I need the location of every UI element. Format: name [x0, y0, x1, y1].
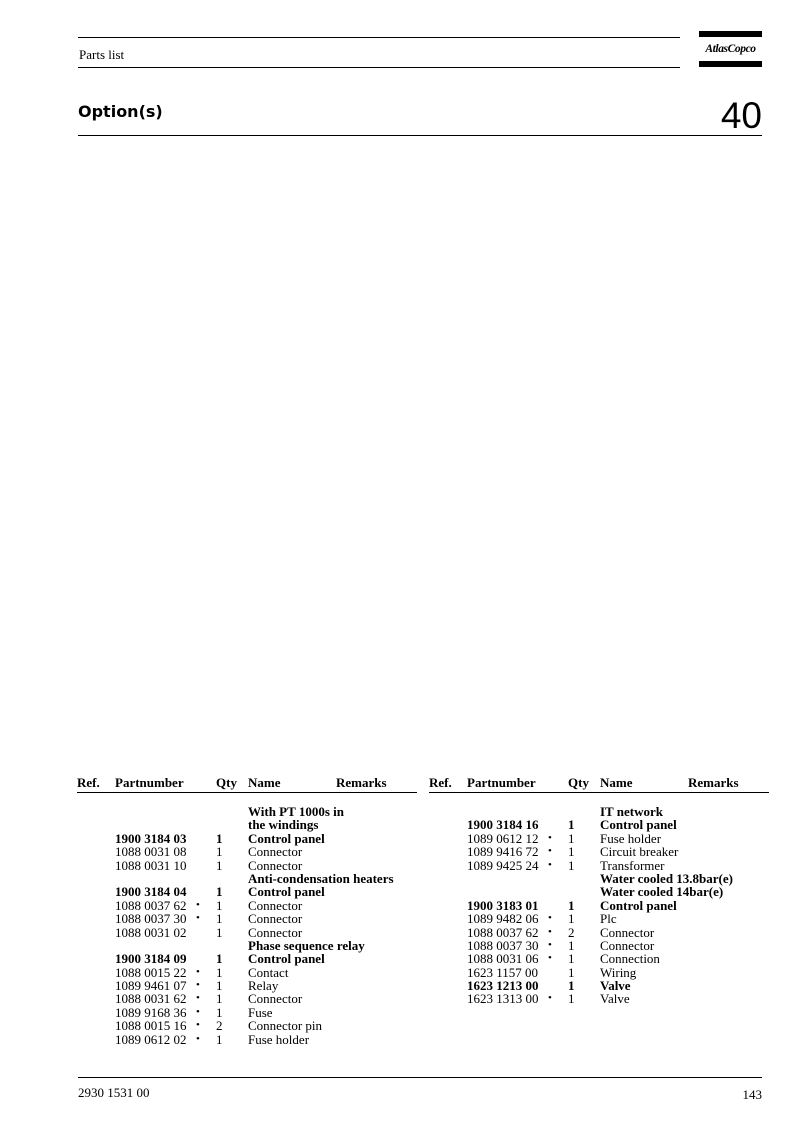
part-name: Connector [248, 857, 303, 873]
quantity: 1 [216, 897, 223, 913]
part-number: 1088 0031 02 [115, 924, 187, 940]
part-number: 1900 3183 01 [467, 897, 539, 913]
bullet-marker: • [548, 992, 552, 1005]
part-number: 1089 0612 12 [467, 830, 539, 846]
table-row [429, 859, 769, 872]
part-number: 1088 0015 16 [115, 1018, 187, 1034]
part-number: 1088 0031 10 [115, 857, 187, 873]
part-number: 1623 1157 00 [467, 964, 539, 980]
bullet-marker: • [548, 831, 552, 844]
table-header [429, 775, 769, 793]
table-row [429, 966, 769, 979]
section-title: Option(s) [78, 102, 163, 121]
part-number: 1088 0037 62 [467, 924, 539, 940]
part-name: Plc [600, 911, 617, 927]
part-name: Connector [248, 897, 303, 913]
part-name: Valve [600, 978, 631, 994]
table-row [429, 818, 769, 831]
part-name: Connector [248, 844, 303, 860]
quantity: 1 [568, 991, 575, 1007]
table-row [77, 818, 417, 831]
bullet-marker: • [196, 1032, 200, 1045]
table-row [429, 805, 769, 818]
quantity: 1 [216, 1031, 223, 1047]
part-number: 1088 0037 30 [467, 937, 539, 953]
quantity: 1 [216, 884, 223, 900]
part-name: Connector pin [248, 1018, 323, 1034]
table-row [77, 872, 417, 885]
bullet-marker: • [196, 965, 200, 978]
table-row [429, 832, 769, 845]
part-number: 1089 9168 36 [115, 1004, 187, 1020]
bullet-marker: • [196, 979, 200, 992]
part-name: Connector [600, 937, 655, 953]
table-row [429, 885, 769, 898]
col-remarks: Remarks [336, 775, 387, 790]
logo-bar-bottom [699, 61, 762, 67]
table-row [77, 885, 417, 898]
col-ref: Ref. [429, 775, 452, 790]
quantity: 1 [568, 978, 575, 994]
bullet-marker: • [196, 992, 200, 1005]
col-name: Name [248, 775, 281, 790]
part-number: 1623 1213 00 [467, 978, 539, 994]
table-header [77, 775, 417, 793]
part-number: 1088 0015 22 [115, 964, 187, 980]
part-number: 1900 3184 03 [115, 830, 187, 846]
table-row [77, 952, 417, 965]
bullet-marker: • [548, 925, 552, 938]
part-name: Wiring [600, 964, 637, 980]
quantity: 1 [568, 951, 575, 967]
table-row [429, 926, 769, 939]
bullet-marker: • [548, 938, 552, 951]
part-name: Valve [600, 991, 630, 1007]
quantity: 1 [216, 964, 223, 980]
logo-bar-top [699, 31, 762, 37]
part-name: Anti-condensation heaters [248, 870, 394, 886]
part-name: Contact [248, 964, 289, 980]
part-number: 1900 3184 04 [115, 884, 187, 900]
part-name: Circuit breaker [600, 844, 679, 860]
part-name: the windings [248, 817, 319, 833]
table-row [77, 926, 417, 939]
table-body [77, 793, 417, 1046]
table-row [77, 1033, 417, 1046]
col-name: Name [600, 775, 633, 790]
quantity: 1 [568, 817, 575, 833]
part-number: 1900 3184 09 [115, 951, 187, 967]
table-row [77, 859, 417, 872]
quantity: 1 [216, 978, 223, 994]
table-row [77, 966, 417, 979]
header-line-top [78, 37, 680, 38]
table-row [429, 979, 769, 992]
table-row [77, 1006, 417, 1019]
part-number: 1089 9461 07 [115, 978, 187, 994]
bullet-marker: • [548, 952, 552, 965]
part-name: Control panel [248, 884, 325, 900]
footer-page-number: 143 [742, 1087, 762, 1102]
part-name: Fuse [248, 1004, 273, 1020]
col-partnumber: Partnumber [115, 775, 184, 790]
quantity: 1 [216, 857, 223, 873]
footer-rule [78, 1077, 762, 1078]
quantity: 1 [216, 844, 223, 860]
logo-text: AtlasCopco [705, 43, 756, 55]
bullet-marker: • [548, 858, 552, 871]
part-name: Control panel [600, 817, 677, 833]
part-name: Control panel [248, 951, 325, 967]
parts-table-right [429, 775, 769, 1006]
table-row [77, 979, 417, 992]
table-row [429, 845, 769, 858]
table-row [77, 805, 417, 818]
part-name: Connector [600, 924, 655, 940]
quantity: 1 [216, 924, 223, 940]
part-name: Water cooled 14bar(e) [600, 884, 724, 900]
quantity: 1 [216, 830, 223, 846]
quantity: 1 [568, 857, 575, 873]
quantity: 1 [568, 937, 575, 953]
part-number: 1088 0037 62 [115, 897, 187, 913]
part-number: 1900 3184 16 [467, 817, 539, 833]
col-ref: Ref. [77, 775, 100, 790]
header-label: Parts list [79, 47, 125, 62]
atlas-copco-logo [699, 31, 762, 67]
section-rule [78, 135, 762, 136]
bullet-marker: • [548, 912, 552, 925]
part-name: IT network [600, 804, 663, 819]
table-row [77, 899, 417, 912]
quantity: 1 [216, 911, 223, 927]
table-row [77, 832, 417, 845]
part-name: Connector [248, 924, 303, 940]
table-row [429, 952, 769, 965]
part-number: 1089 0612 02 [115, 1031, 187, 1047]
table-row [77, 992, 417, 1005]
part-name: With PT 1000s in [248, 804, 344, 819]
table-row [429, 872, 769, 885]
part-name: Relay [248, 978, 279, 994]
bullet-marker: • [548, 845, 552, 858]
quantity: 1 [568, 964, 575, 980]
quantity: 1 [568, 897, 575, 913]
part-number: 1089 9482 06 [467, 911, 539, 927]
part-number: 1089 9416 72 [467, 844, 539, 860]
bullet-marker: • [196, 1005, 200, 1018]
table-row [77, 1019, 417, 1032]
table-body [429, 793, 769, 1006]
quantity: 1 [216, 951, 223, 967]
part-name: Connection [600, 951, 660, 967]
quantity: 1 [568, 911, 575, 927]
part-name: Control panel [248, 830, 325, 846]
table-row [429, 939, 769, 952]
bullet-marker: • [196, 1019, 200, 1032]
part-name: Phase sequence relay [248, 937, 365, 953]
part-number: 1088 0031 08 [115, 844, 187, 860]
col-qty: Qty [216, 775, 237, 790]
part-name: Fuse holder [248, 1031, 310, 1047]
quantity: 1 [216, 1004, 223, 1020]
quantity: 2 [216, 1018, 223, 1034]
bullet-marker: • [196, 898, 200, 911]
col-partnumber: Partnumber [467, 775, 536, 790]
col-remarks: Remarks [688, 775, 739, 790]
quantity: 1 [568, 830, 575, 846]
quantity: 1 [216, 991, 223, 1007]
part-name: Fuse holder [600, 830, 662, 846]
table-row [77, 912, 417, 925]
table-row [429, 899, 769, 912]
part-name: Connector [248, 911, 303, 927]
section-number: 40 [720, 95, 762, 136]
part-name: Water cooled 13.8bar(e) [600, 870, 733, 886]
footer-doc-number: 2930 1531 00 [78, 1085, 150, 1100]
bullet-marker: • [196, 912, 200, 925]
part-number: 1088 0031 62 [115, 991, 187, 1007]
table-row [429, 992, 769, 1005]
header-line-bottom [78, 67, 680, 68]
quantity: 1 [568, 844, 575, 860]
col-qty: Qty [568, 775, 589, 790]
table-row [429, 912, 769, 925]
part-name: Transformer [600, 857, 665, 873]
part-name: Connector [248, 991, 303, 1007]
part-number: 1623 1313 00 [467, 991, 539, 1007]
table-row [77, 939, 417, 952]
part-number: 1089 9425 24 [467, 857, 539, 873]
table-row [77, 845, 417, 858]
part-name: Control panel [600, 897, 677, 913]
part-number: 1088 0037 30 [115, 911, 187, 927]
parts-table-left [77, 775, 417, 1046]
quantity: 2 [568, 924, 575, 940]
part-number: 1088 0031 06 [467, 951, 539, 967]
